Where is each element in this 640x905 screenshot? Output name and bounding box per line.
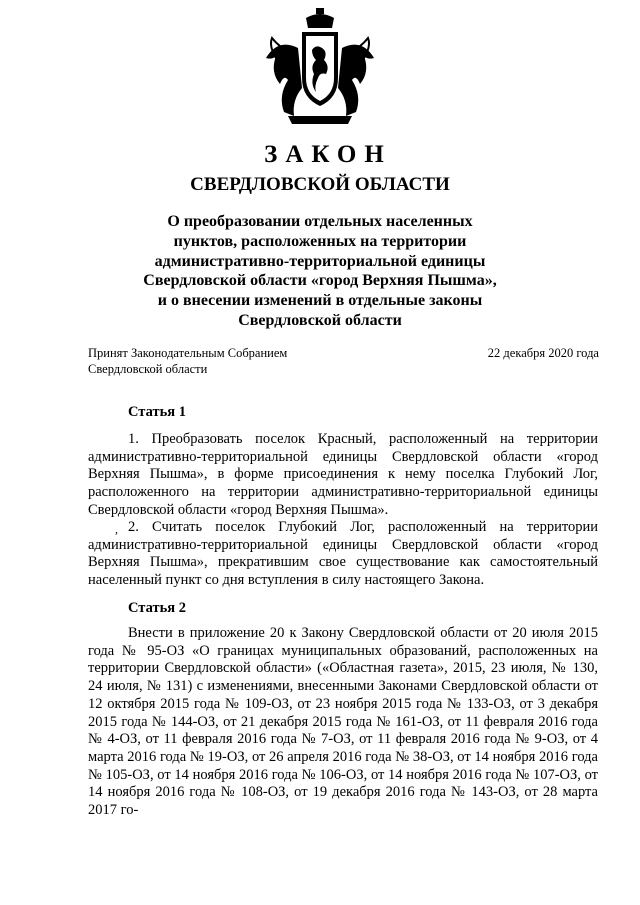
subject-line: административно-территориальной единицы	[154, 252, 486, 270]
article-2-paragraph-1	[88, 625, 598, 820]
article-1-heading: Статья 1	[128, 404, 186, 420]
stray-mark: ,	[115, 522, 118, 536]
paragraph-text: 2. Считать поселок Глубокий Лог, расположенный на территории административно-территориальной единицы Свердловской области «город Верхняя Пышма», прекратившим свое существование как самостоятельный населенный пункт со дня вступления в силу настоящего Закона.	[88, 519, 598, 589]
article-1-paragraph-2	[88, 519, 598, 590]
adopted-line: Принят Законодательным Собранием	[88, 346, 288, 360]
paragraph-text: Внести в приложение 20 к Закону Свердловской области от 20 июля 2015 года № 95-ОЗ «О границах муниципальных образований, расположенных на территории Свердловской области» («Областная газета», 2015, 23 июля, № 130, 24 июля, № 131) с изменениями, внесенными Законами Свердловской области от 12 октября 2015 года № 109-ОЗ, от 23 ноября 2015 года № 133-ОЗ, от 3 декабря 2015 года № 144-ОЗ, от 21 декабря 2015 года № 161-ОЗ, от 11 февраля 2016 года № 4-ОЗ, от 11 февраля 2016 года № 7-ОЗ, от 11 февраля 2016 года № 9-ОЗ, от 4 марта 2016 года № 19-ОЗ, от 26 апреля 2016 года № 38-ОЗ, от 14 ноября 2016 года № 105-ОЗ, от 14 ноября 2016 года № 106-ОЗ, от 14 ноября 2016 года № 107-ОЗ, от 14 ноября 2016 года № 108-ОЗ, от 19 декабря 2016 года № 143-ОЗ, от 28 марта 2017 го-	[88, 625, 598, 819]
coat-of-arms-icon	[258, 8, 382, 126]
law-title: ЗАКОН	[264, 141, 392, 168]
subject-line: О преобразовании отдельных населенных	[167, 213, 473, 230]
adopted-by	[88, 345, 388, 377]
subject-line: Свердловской области	[238, 311, 402, 329]
subject-line: пунктов, расположенных на территории	[173, 232, 467, 250]
subject-line: и о внесении изменений в отдельные законы	[157, 292, 483, 310]
region-title: СВЕРДЛОВСКОЙ ОБЛАСТИ	[190, 174, 450, 195]
subject-line: Свердловской области «город Верхняя Пышма»,	[143, 272, 497, 290]
law-subject	[90, 212, 550, 331]
article-1-paragraph-1	[88, 431, 598, 520]
adoption-date: 22 декабря 2020 года	[487, 346, 599, 360]
adopted-line: Свердловской области	[88, 362, 208, 376]
paragraph-text: 1. Преобразовать поселок Красный, расположенный на территории административно-территориальной единицы Свердловской области «город Верхняя Пышма», в форме присоединения к нему поселка Глубокий Лог, расположенного на территории административно-территориальной единицы Свердловской области «город Верхняя Пышма».	[88, 431, 598, 518]
article-2-heading: Статья 2	[128, 600, 186, 616]
